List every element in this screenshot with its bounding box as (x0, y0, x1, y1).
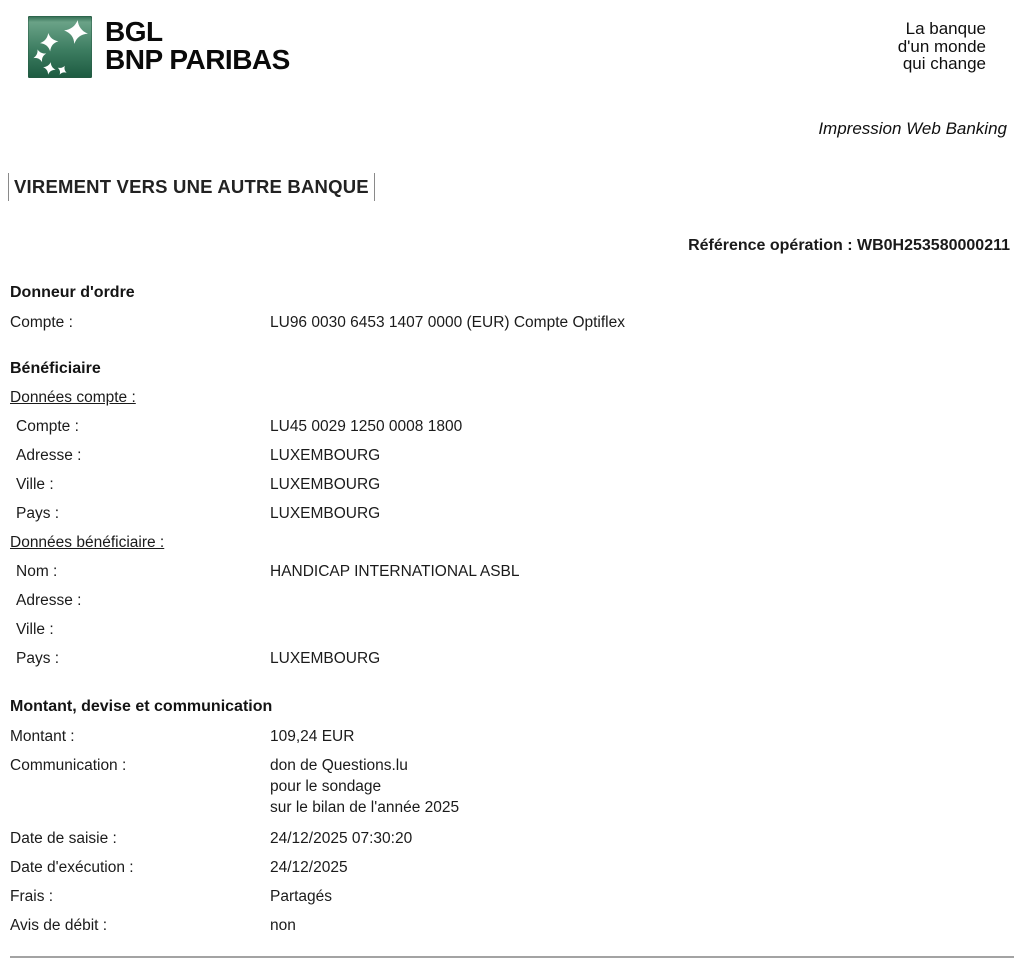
field-label: Adresse : (16, 447, 82, 464)
field-row (10, 505, 1014, 522)
field-value: LUXEMBOURG (270, 447, 381, 464)
field-value: LUXEMBOURG (270, 650, 381, 667)
document-title: VIREMENT VERS UNE AUTRE BANQUE (8, 173, 375, 201)
field-row (10, 621, 1014, 638)
field-row (10, 757, 1014, 818)
field-value: LU96 0030 6453 1407 0000 (EUR) Compte Optiflex (270, 314, 625, 331)
field-value (270, 621, 1014, 638)
subsection-heading: Données compte : (10, 389, 136, 406)
operation-reference: Référence opération : WB0H253580000211 (688, 237, 1010, 254)
section-montant (10, 698, 1014, 934)
field-label: Date de saisie : (10, 830, 117, 847)
bnp-paribas-logo-icon (28, 16, 92, 78)
field-label: Adresse : (16, 592, 82, 609)
field-value: non (270, 917, 296, 934)
section-beneficiaire (10, 360, 1014, 667)
brand-name-line1: BGL (105, 16, 163, 47)
field-row (10, 476, 1014, 493)
field-label: Avis de débit : (10, 917, 108, 934)
communication-line: pour le sondage (270, 778, 382, 795)
communication-line: don de Questions.lu (270, 757, 408, 774)
communication-line: sur le bilan de l'année 2025 (270, 799, 460, 816)
brand-name (105, 16, 290, 74)
field-row (10, 888, 1014, 905)
field-label: Montant : (10, 728, 75, 745)
field-label: Ville : (16, 621, 54, 638)
subsection-heading: Données bénéficiaire : (10, 534, 165, 551)
field-row (10, 592, 1014, 609)
field-row (10, 650, 1014, 667)
field-value (270, 592, 1014, 609)
tagline-line: d'un monde (897, 36, 986, 56)
section-heading: Donneur d'ordre (10, 284, 135, 301)
field-value: 109,24 EUR (270, 728, 355, 745)
section-heading: Bénéficiaire (10, 360, 101, 377)
field-value: LU45 0029 1250 0008 1800 (270, 418, 463, 435)
brand-name-line2: BNP PARIBAS (105, 44, 290, 75)
transfer-details (10, 284, 1014, 934)
field-label: Nom : (16, 563, 58, 580)
field-row (10, 830, 1014, 847)
field-row (10, 917, 1014, 934)
section-heading: Montant, devise et communication (10, 698, 273, 715)
field-row (10, 728, 1014, 745)
field-value: 24/12/2025 07:30:20 (270, 830, 413, 847)
footer-divider (10, 956, 1014, 958)
field-row (10, 314, 1014, 331)
tagline-line: qui change (902, 54, 986, 73)
field-label: Date d'exécution : (10, 859, 134, 876)
field-label: Frais : (10, 888, 54, 905)
field-value-multiline (270, 757, 1014, 818)
field-label: Communication : (10, 757, 127, 774)
section-donneur-ordre (10, 284, 1014, 331)
field-label: Compte : (16, 418, 79, 435)
field-label: Ville : (16, 476, 54, 493)
brand-block (28, 16, 290, 78)
field-label: Pays : (16, 650, 60, 667)
field-label: Pays : (16, 505, 60, 522)
print-source-label: Impression Web Banking (818, 119, 1007, 138)
field-value: 24/12/2025 (270, 859, 348, 876)
field-row (10, 418, 1014, 435)
field-value: HANDICAP INTERNATIONAL ASBL (270, 563, 520, 580)
field-row (10, 447, 1014, 464)
field-row (10, 859, 1014, 876)
field-value: LUXEMBOURG (270, 476, 381, 493)
brand-tagline (898, 20, 986, 73)
field-row (10, 563, 1014, 580)
field-label: Compte : (10, 314, 73, 331)
field-value: LUXEMBOURG (270, 505, 381, 522)
field-value: Partagés (270, 888, 333, 905)
tagline-line: La banque (905, 19, 986, 38)
